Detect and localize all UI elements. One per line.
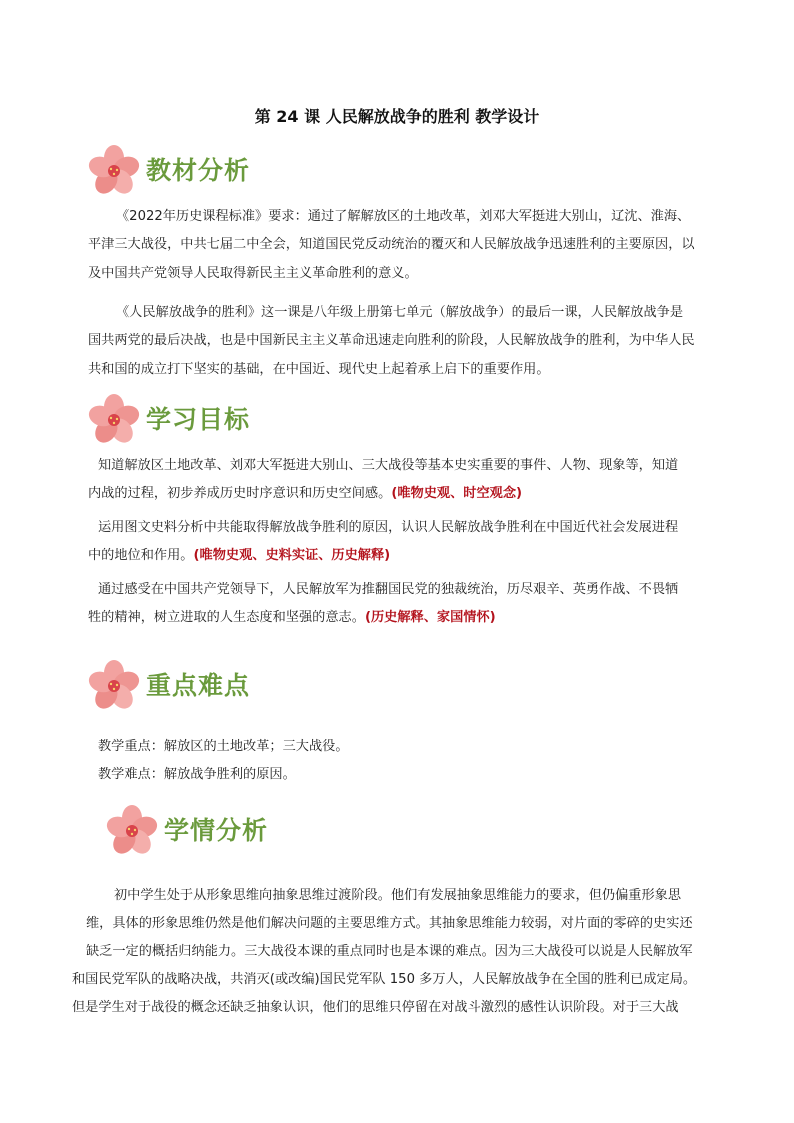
plum-blossom-icon — [86, 392, 142, 448]
objective-3: 通过感受在中国共产党领导下，人民解放军为推翻国民党的独裁统治，历尽艰辛、英勇作战、不畏牺 牲的精神，树立进取的人生态度和坚强的意志。(历史解释、家国情怀) — [88, 582, 679, 626]
paragraph-lesson-overview: 《人民解放战争的胜利》这一课是八年级上册第七单元（解放战争）的最后一课，人民解放战争是 国共两党的最后决战，也是中国新民主主义革命迅速走向胜利的阶段，人民解放战争的胜利，为中华人民 共和国的成立打下坚实的基础，在中国近、现代史上起着承上启下的重要作用。 — [88, 305, 695, 377]
key-and-difficult-points — [98, 733, 722, 790]
plum-blossom-icon — [104, 803, 160, 859]
difficult-point: 教学难点：解放战争胜利的原因。 — [98, 767, 296, 783]
paragraph-curriculum-standard: 《2022年历史课程标准》要求：通过了解解放区的土地改革，刘邓大军挺进大别山，辽沈、淮海、 平津三大战役，中共七届二中全会，知道国民党反动统治的覆灭和人民解放战争迅速胜利的主要原因，以 及中国共产党领导人民取得新民主主义革命胜利的意义。 — [88, 209, 695, 281]
paragraph-learner-analysis: 初中学生处于从形象思维向抽象思维过渡阶段。他们有发展抽象思维能力的要求，但仍偏重形象思 维，具体的形象思维仍然是他们解决问题的主要思维方式。其抽象思维能力较弱，对片面的零碎的史实还 缺乏一定的概括归纳能力。三大战役本课的重点同时也是本课的难点。因为三大战役可以说是人民解放军 和国民党军队的战略决战，共消灭(或改编)国民党军队 150 多万人，人民解放战争在全国的胜利已成定局。 但是学生对于战役的概念还缺乏抽象认识，他们的思维只停留在对战斗激烈的感性认识阶段。对于三大战 — [72, 888, 697, 1015]
section-header-textbook-analysis — [86, 143, 306, 199]
objective-1: 知道解放区土地改革、刘邓大军挺进大别山、三大战役等基本史实重要的事件、人物、现象等，知道 内战的过程，初步养成历史时序意识和历史空间感。(唯物史观、时空观念) — [88, 458, 679, 502]
competency-tag: (历史解释、家国情怀) — [364, 610, 496, 626]
section-title: 教材分析 — [146, 156, 251, 185]
section-header-learner-analysis — [104, 803, 324, 859]
section-title: 学习目标 — [146, 405, 251, 434]
document-title: 第 24 课 人民解放战争的胜利 教学设计 — [254, 107, 540, 126]
section-header-learning-objectives — [86, 392, 306, 448]
section-header-key-points — [86, 658, 306, 714]
section-title: 重点难点 — [146, 671, 251, 700]
competency-tag: (唯物史观、史料实证、历史解释) — [193, 548, 391, 564]
plum-blossom-icon — [86, 658, 142, 714]
section-title: 学情分析 — [164, 816, 269, 845]
plum-blossom-icon — [86, 143, 142, 199]
objective-2: 运用图文史料分析中共能取得解放战争胜利的原因，认识人民解放战争胜利在中国近代社会发展进程 中的地位和作用。(唯物史观、史料实证、历史解释) — [88, 520, 679, 564]
competency-tag: (唯物史观、时空观念) — [391, 486, 523, 502]
key-point: 教学重点：解放区的土地改革；三大战役。 — [98, 739, 349, 754]
